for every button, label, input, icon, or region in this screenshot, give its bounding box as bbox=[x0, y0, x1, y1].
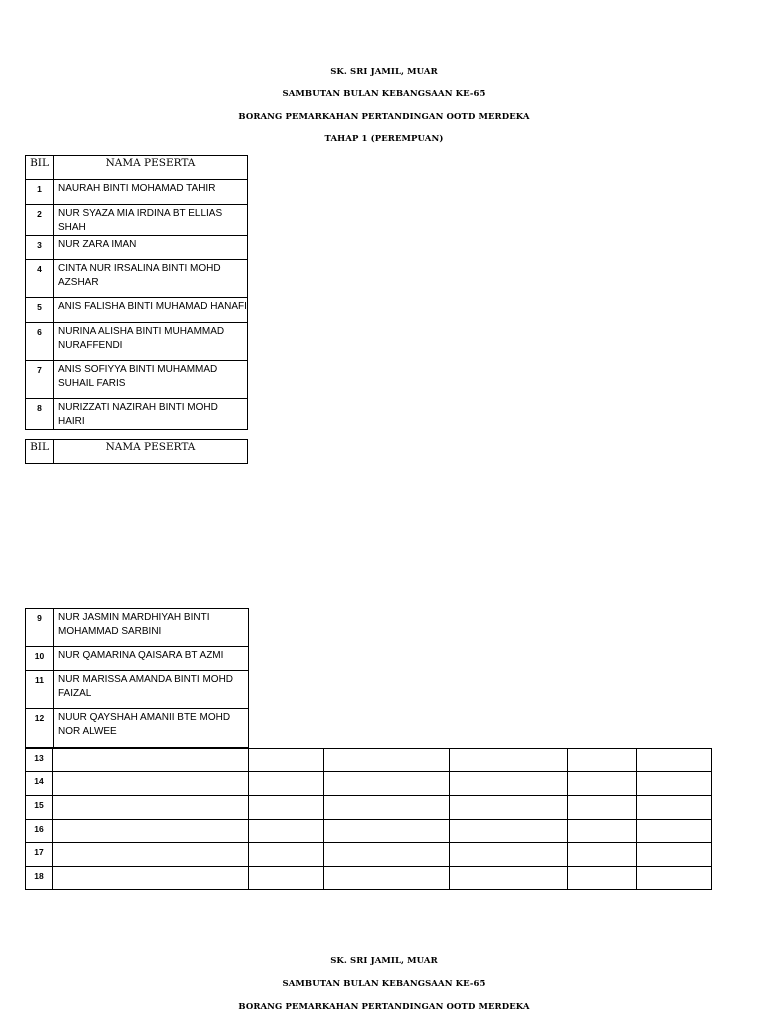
participant-name: NUUR QAYSHAH AMANII BTE MOHD NOR ALWEE bbox=[58, 712, 231, 737]
header-bil: BIL bbox=[26, 440, 54, 464]
event-heading: SAMBUTAN BULAN KEBANGSAAN KE-65 bbox=[282, 89, 486, 99]
table-row bbox=[26, 772, 712, 796]
score-cell[interactable] bbox=[568, 796, 637, 820]
participant-name: NUR QAMARINA QAISARA BT AZMI bbox=[58, 650, 224, 661]
table-header-row bbox=[26, 440, 248, 464]
participant-name: NURIZZATI NAZIRAH BINTI MOHD HAIRI bbox=[58, 402, 218, 427]
row-bil: 5 bbox=[26, 298, 54, 323]
score-cell[interactable] bbox=[324, 867, 450, 890]
table-row bbox=[26, 671, 249, 709]
participant-table-2-header bbox=[25, 439, 248, 464]
score-cell[interactable] bbox=[568, 843, 637, 867]
score-cell[interactable] bbox=[324, 820, 450, 843]
table-row bbox=[26, 647, 249, 671]
header-bil: BIL bbox=[26, 156, 54, 180]
row-name bbox=[54, 323, 248, 361]
participant-name: ANIS FALISHA BINTI MUHAMAD HANAFI bbox=[58, 301, 247, 312]
row-bil: 14 bbox=[26, 772, 53, 796]
participant-name: NAURAH BINTI MOHAMAD TAHIR bbox=[58, 183, 216, 194]
row-bil: 13 bbox=[26, 749, 53, 772]
name-cell[interactable] bbox=[53, 796, 249, 820]
row-name bbox=[54, 361, 248, 399]
score-cell[interactable] bbox=[450, 820, 568, 843]
row-bil: 11 bbox=[26, 671, 54, 709]
participant-name: CINTA NUR IRSALINA BINTI MOHD AZSHAR bbox=[58, 263, 221, 288]
score-cell[interactable] bbox=[324, 843, 450, 867]
row-name bbox=[54, 709, 249, 748]
row-bil: 15 bbox=[26, 796, 53, 820]
score-cell[interactable] bbox=[450, 867, 568, 890]
row-bil: 2 bbox=[26, 205, 54, 236]
table-row bbox=[26, 260, 248, 298]
row-name bbox=[54, 298, 248, 323]
row-bil: 12 bbox=[26, 709, 54, 748]
score-cell[interactable] bbox=[249, 796, 324, 820]
scoring-grid bbox=[25, 748, 712, 890]
row-bil: 17 bbox=[26, 843, 53, 867]
row-name bbox=[54, 236, 248, 260]
row-name bbox=[54, 671, 249, 709]
participant-name: NUR MARISSA AMANDA BINTI MOHD FAIZAL bbox=[58, 674, 234, 699]
table-row bbox=[26, 820, 712, 843]
score-cell[interactable] bbox=[324, 772, 450, 796]
table-header-row bbox=[26, 156, 248, 180]
table-row bbox=[26, 298, 248, 323]
stage-heading: TAHAP 1 (PEREMPUAN) bbox=[324, 134, 444, 144]
score-cell[interactable] bbox=[568, 867, 637, 890]
participant-name: NUR ZARA IMAN bbox=[58, 239, 137, 250]
participant-name: NUR SYAZA MIA IRDINA BT ELLIAS SHAH bbox=[58, 208, 223, 233]
header-name: NAMA PESERTA bbox=[54, 440, 248, 464]
score-cell[interactable] bbox=[450, 749, 568, 772]
row-bil: 4 bbox=[26, 260, 54, 298]
name-cell[interactable] bbox=[53, 749, 249, 772]
table-row bbox=[26, 709, 249, 748]
participant-table-1 bbox=[25, 155, 248, 430]
score-cell[interactable] bbox=[324, 749, 450, 772]
form-title: BORANG PEMARKAHAN PERTANDINGAN OOTD MERDEKA bbox=[238, 112, 530, 122]
row-bil: 8 bbox=[26, 399, 54, 430]
table-row bbox=[26, 867, 712, 890]
score-cell[interactable] bbox=[637, 820, 712, 843]
participant-name: NUR JASMIN MARDHIYAH BINTI MOHAMMAD SARBINI bbox=[58, 612, 210, 637]
score-cell[interactable] bbox=[450, 843, 568, 867]
score-cell[interactable] bbox=[637, 867, 712, 890]
row-name bbox=[54, 260, 248, 298]
table-row bbox=[26, 236, 248, 260]
row-bil: 1 bbox=[26, 180, 54, 205]
score-cell[interactable] bbox=[249, 820, 324, 843]
row-bil: 3 bbox=[26, 236, 54, 260]
school-heading-page2: SK. SRI JAMIL, MUAR bbox=[330, 956, 438, 966]
score-cell[interactable] bbox=[637, 749, 712, 772]
score-cell[interactable] bbox=[450, 796, 568, 820]
event-heading-page2: SAMBUTAN BULAN KEBANGSAAN KE-65 bbox=[282, 979, 486, 989]
participant-name: ANIS SOFIYYA BINTI MUHAMMAD SUHAIL FARIS bbox=[58, 364, 218, 389]
table-row bbox=[26, 749, 712, 772]
row-bil: 6 bbox=[26, 323, 54, 361]
school-heading: SK. SRI JAMIL, MUAR bbox=[330, 67, 438, 77]
row-name bbox=[54, 205, 248, 236]
table-row bbox=[26, 609, 249, 647]
row-bil: 16 bbox=[26, 820, 53, 843]
table-row bbox=[26, 843, 712, 867]
row-name bbox=[54, 647, 249, 671]
name-cell[interactable] bbox=[53, 820, 249, 843]
table-row bbox=[26, 180, 248, 205]
form-title-page2: BORANG PEMARKAHAN PERTANDINGAN OOTD MERDEKA bbox=[238, 1002, 530, 1012]
score-cell[interactable] bbox=[450, 772, 568, 796]
score-cell[interactable] bbox=[324, 796, 450, 820]
participant-table-3 bbox=[25, 608, 249, 748]
score-cell[interactable] bbox=[568, 820, 637, 843]
participant-name: NURINA ALISHA BINTI MUHAMMAD NURAFFENDI bbox=[58, 326, 225, 351]
name-cell[interactable] bbox=[53, 867, 249, 890]
table-row bbox=[26, 361, 248, 399]
score-cell[interactable] bbox=[249, 843, 324, 867]
score-cell[interactable] bbox=[249, 749, 324, 772]
row-bil: 9 bbox=[26, 609, 54, 647]
name-cell[interactable] bbox=[53, 843, 249, 867]
header-name: NAMA PESERTA bbox=[54, 156, 248, 180]
score-cell[interactable] bbox=[637, 772, 712, 796]
score-cell[interactable] bbox=[568, 749, 637, 772]
row-bil: 7 bbox=[26, 361, 54, 399]
table-row bbox=[26, 796, 712, 820]
row-name bbox=[54, 399, 248, 430]
table-row bbox=[26, 205, 248, 236]
row-bil: 10 bbox=[26, 647, 54, 671]
name-cell[interactable] bbox=[53, 772, 249, 796]
score-cell[interactable] bbox=[637, 843, 712, 867]
row-bil: 18 bbox=[26, 867, 53, 890]
score-cell[interactable] bbox=[637, 796, 712, 820]
row-name bbox=[54, 609, 249, 647]
score-cell[interactable] bbox=[249, 772, 324, 796]
row-name bbox=[54, 180, 248, 205]
table-row bbox=[26, 323, 248, 361]
score-cell[interactable] bbox=[249, 867, 324, 890]
score-cell[interactable] bbox=[568, 772, 637, 796]
table-row bbox=[26, 399, 248, 430]
